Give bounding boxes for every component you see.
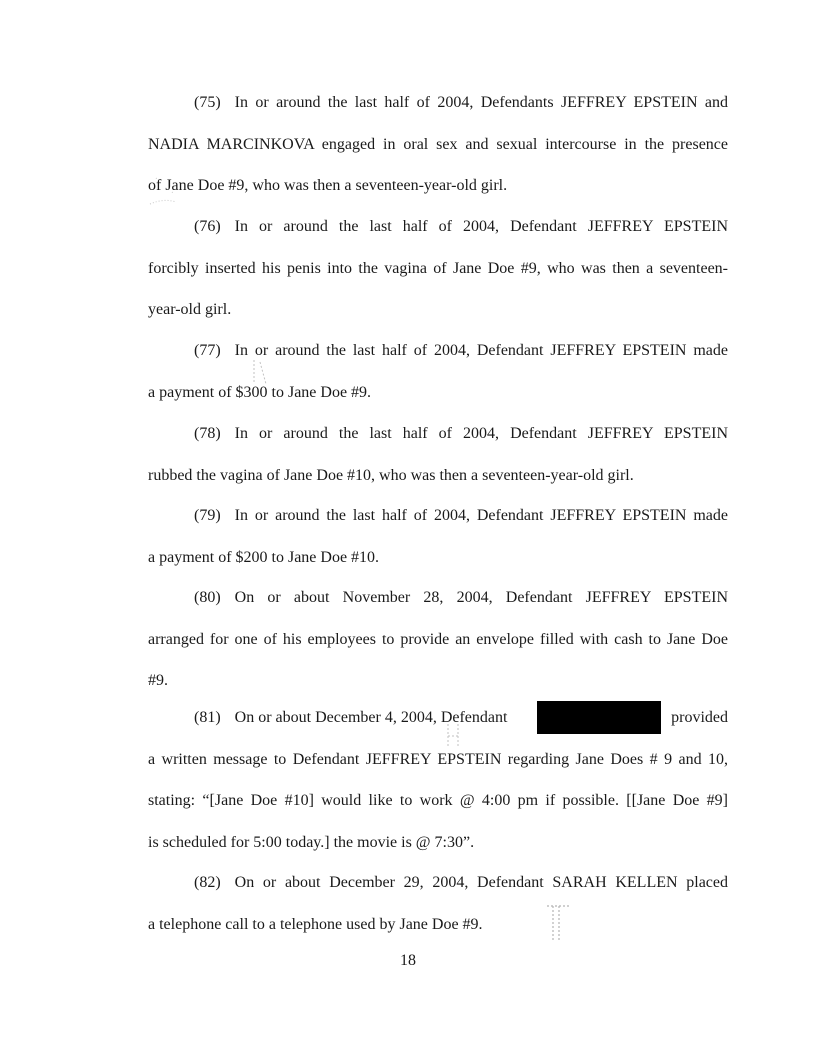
paragraph-line: a payment of $200 to Jane Doe #10. [148,548,380,566]
paragraph-line: of Jane Doe #9, who was then a seventeen-year-old girl. [148,177,508,194]
paragraph-line: stating: “[Jane Doe #10] would like to work @ 4:00 pm if possible. [[Jane Doe #9] [148,792,728,809]
paragraph-line: In or around the last half of 2004, Defendant JEFFREY EPSTEIN made [234,507,728,524]
paragraph-number: (80) [194,589,221,606]
paragraph-79 [148,495,728,578]
paragraph-line: On or about November 28, 2004, Defendant JEFFREY EPSTEIN [234,589,728,606]
paragraph-line: In or around the last half of 2004, Defendants JEFFREY EPSTEIN and [234,94,728,111]
paragraph-line: In or around the last half of 2004, Defendant JEFFREY EPSTEIN made [234,342,728,359]
paragraph-number: (81) [194,709,221,726]
scan-artifact-icon [250,358,270,388]
paragraph-number: (77) [194,342,221,359]
paragraph-number: (75) [194,94,221,111]
paragraph-number: (78) [194,425,221,442]
scan-artifact-icon [146,168,186,208]
scan-artifact-icon [444,722,464,752]
paragraph-line: year-old girl. [148,301,232,318]
paragraph-line: rubbed the vagina of Jane Doe #10, who was then a seventeen-year-old girl. [148,466,634,484]
paragraph-line: In or around the last half of 2004, Defendant JEFFREY EPSTEIN [234,218,728,235]
paragraph-line: a payment of $300 to Jane Doe #9. [148,383,372,401]
paragraph-number: (82) [194,874,221,891]
paragraph-80 [148,577,728,702]
paragraph-line: #9. [148,672,168,689]
paragraph-82 [148,862,728,945]
paragraph-line: a written message to Defendant JEFFREY EPSTEIN regarding Jane Does # 9 and 10, [148,750,728,768]
paragraph-line: provided [671,709,728,726]
scan-artifact-icon [545,900,571,944]
paragraph-line: In or around the last half of 2004, Defendant JEFFREY EPSTEIN [234,425,728,442]
page-number: 18 [400,952,416,969]
paragraph-78 [148,413,728,496]
paragraph-77 [148,330,728,413]
paragraph-line: arranged for one of his employees to provide an envelope filled with cash to Jane Doe [148,630,728,648]
paragraph-line: a telephone call to a telephone used by Jane Doe #9. [148,915,483,933]
paragraph-number: (76) [194,218,221,235]
paragraph-line: forcibly inserted his penis into the vagina of Jane Doe #9, who was then a seventeen- [148,259,728,277]
paragraph-76 [148,206,728,331]
paragraph-line: On or about December 29, 2004, Defendant SARAH KELLEN placed [234,874,728,891]
paragraph-line: is scheduled for 5:00 today.] the movie is @ 7:30”. [148,833,475,851]
paragraph-number: (79) [194,507,221,524]
paragraph-line: NADIA MARCINKOVA engaged in oral sex and sexual intercourse in the presence [148,135,728,153]
redaction-box [537,701,661,734]
paragraph-line: On or about December 4, 2004, Defendant [234,709,508,726]
paragraph-75 [148,82,728,207]
